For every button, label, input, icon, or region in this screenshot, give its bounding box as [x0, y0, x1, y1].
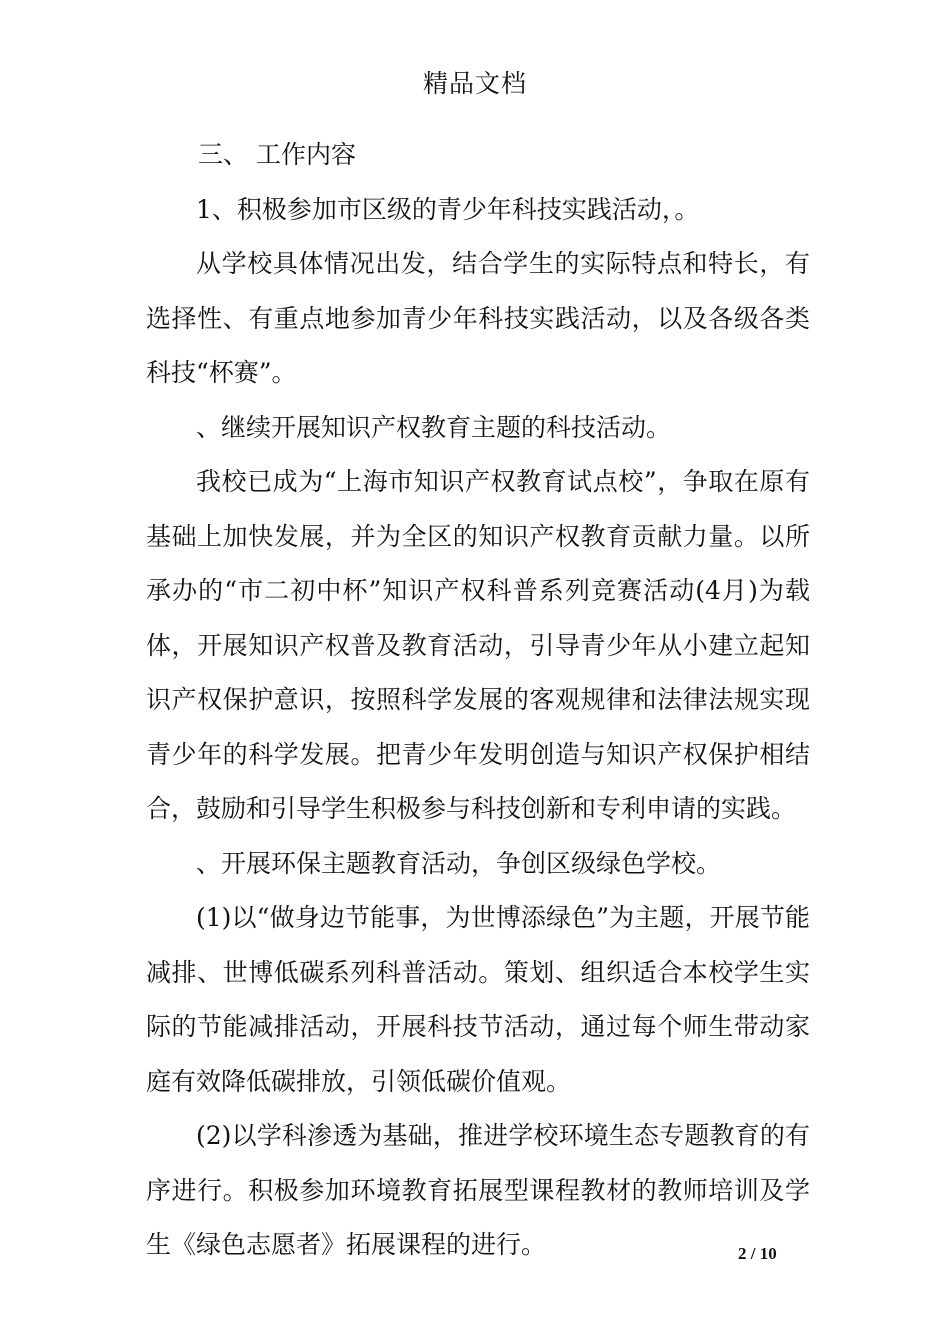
paragraph-4: 我校已成为“上海市知识产权教育试点校”，争取在原有基础上加快发展，并为全区的知识产权教育贡献力量。以所承办的“市二初中杯”知识产权科普系列竞赛活动(4月)为载体，开展知识产权普及教育活动，引导青少年从小建立起知识产权保护意识，按照科学发展的客观规律和法律法规实现青少年的科学发展。把青少年发明创造与知识产权保护相结合，鼓励和引导学生积极参与科技创新和专利申请的实践。: [146, 467, 810, 823]
paragraph-6: (1)以“做身边节能事，为世博添绿色”为主题，开展节能减排、世博低碳系列科普活动。策划、组织适合本校学生实际的节能减排活动，开展科技节活动，通过每个师生带动家庭有效降低碳排放，引领低碳价值观。: [146, 903, 810, 1096]
paragraph-7: (2)以学科渗透为基础，推进学校环境生态专题教育的有序进行。积极参加环境教育拓展型课程教材的教师培训及学生《绿色志愿者》拓展课程的进行。: [146, 1121, 810, 1259]
page-number: 2 / 10: [738, 1244, 777, 1263]
paragraph-5: 、开展环保主题教育活动，争创区级绿色学校。: [196, 848, 722, 878]
paragraph-3: 、继续开展知识产权教育主题的科技活动。: [196, 412, 672, 442]
paragraph-2: 从学校具体情况出发，结合学生的实际特点和特长，有选择性、有重点地参加青少年科技实践活动，以及各级各类科技“杯赛”。: [146, 249, 810, 387]
page-header-title: 精品文档: [422, 69, 527, 98]
paragraph-1: 1、积极参加市区级的青少年科技实践活动，。: [196, 194, 700, 224]
section-heading: 三、 工作内容: [198, 140, 356, 169]
document-body: [146, 128, 810, 1273]
